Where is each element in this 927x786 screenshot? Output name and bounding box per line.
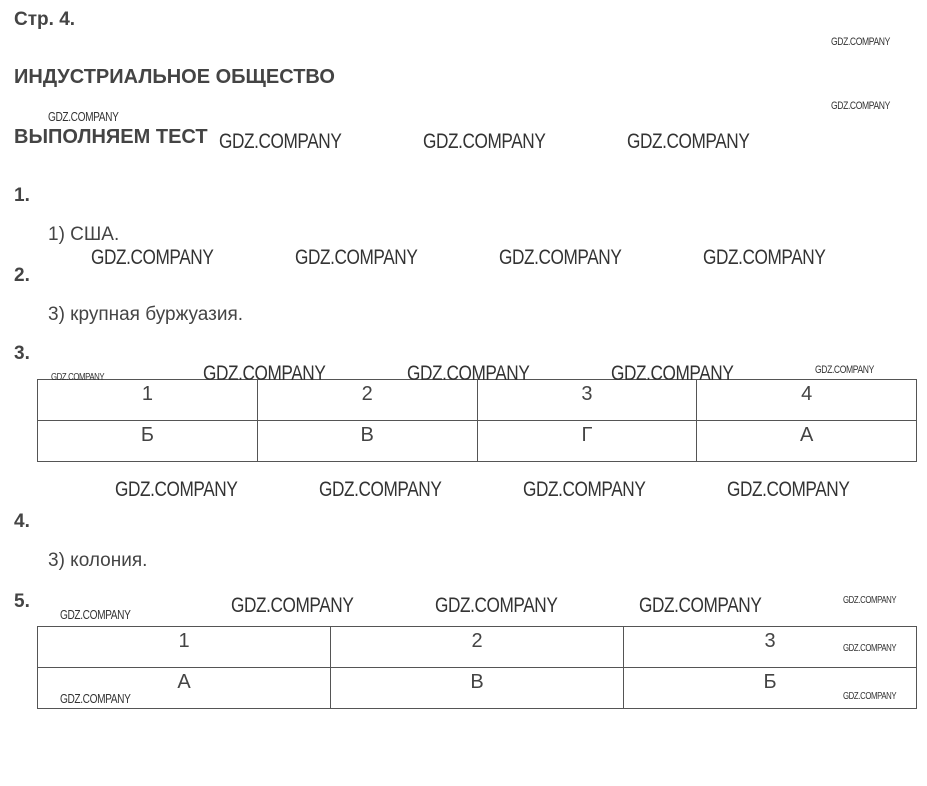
table-cell: 1 <box>38 627 331 668</box>
watermark: GDZ.COMPANY <box>703 246 826 269</box>
watermark: GDZ.COMPANY <box>60 607 131 622</box>
section-title: ИНДУСТРИАЛЬНОЕ ОБЩЕСТВО <box>14 66 335 88</box>
table-header-row <box>38 627 917 668</box>
question-number-1: 1. <box>14 185 30 206</box>
question-number-5: 5. <box>14 591 30 612</box>
watermark: GDZ.COMPANY <box>639 594 762 617</box>
watermark: GDZ.COMPANY <box>48 109 119 124</box>
watermark: GDZ.COMPANY <box>499 246 622 269</box>
table-cell: 1 <box>38 380 258 421</box>
table-cell: 2 <box>257 380 477 421</box>
watermark: GDZ.COMPANY <box>843 643 897 654</box>
watermark: GDZ.COMPANY <box>231 594 354 617</box>
answer-4: 3) колония. <box>48 550 148 571</box>
watermark: GDZ.COMPANY <box>843 595 897 606</box>
question-number-4: 4. <box>14 511 30 532</box>
table-cell: А <box>697 421 917 462</box>
watermark: GDZ.COMPANY <box>319 478 442 501</box>
watermark: GDZ.COMPANY <box>115 478 238 501</box>
watermark: GDZ.COMPANY <box>219 130 342 153</box>
watermark: GDZ.COMPANY <box>627 130 750 153</box>
watermark: GDZ.COMPANY <box>435 594 558 617</box>
watermark: GDZ.COMPANY <box>295 246 418 269</box>
answer-table-3 <box>37 379 917 462</box>
watermark: GDZ.COMPANY <box>203 362 326 385</box>
question-number-2: 2. <box>14 265 30 286</box>
question-number-3: 3. <box>14 343 30 364</box>
watermark: GDZ.COMPANY <box>611 362 734 385</box>
table-cell: В <box>257 421 477 462</box>
table-row <box>38 668 917 709</box>
table-cell: Г <box>477 421 697 462</box>
table-cell: В <box>331 668 624 709</box>
watermark: GDZ.COMPANY <box>423 130 546 153</box>
table-cell: 2 <box>331 627 624 668</box>
watermark: GDZ.COMPANY <box>843 691 897 702</box>
table-cell: 4 <box>697 380 917 421</box>
table-cell: Б <box>38 421 258 462</box>
answer-1: 1) США. <box>48 224 120 245</box>
watermark: GDZ.COMPANY <box>523 478 646 501</box>
watermark: GDZ.COMPANY <box>831 36 890 48</box>
watermark: GDZ.COMPANY <box>91 246 214 269</box>
watermark: GDZ.COMPANY <box>407 362 530 385</box>
watermark: GDZ.COMPANY <box>51 372 105 383</box>
table-cell: 3 <box>624 627 917 668</box>
watermark: GDZ.COMPANY <box>815 364 874 376</box>
answer-table-5 <box>37 626 917 709</box>
page-label: Стр. 4. <box>14 9 76 30</box>
table-cell: Б <box>624 668 917 709</box>
watermark: GDZ.COMPANY <box>831 100 890 112</box>
answer-2: 3) крупная буржуазия. <box>48 304 244 325</box>
watermark: GDZ.COMPANY <box>727 478 850 501</box>
section-subtitle: ВЫПОЛНЯЕМ ТЕСТ <box>14 126 208 148</box>
table-row <box>38 421 917 462</box>
table-cell: 3 <box>477 380 697 421</box>
watermark: GDZ.COMPANY <box>60 691 131 706</box>
table-cell: А <box>38 668 331 709</box>
